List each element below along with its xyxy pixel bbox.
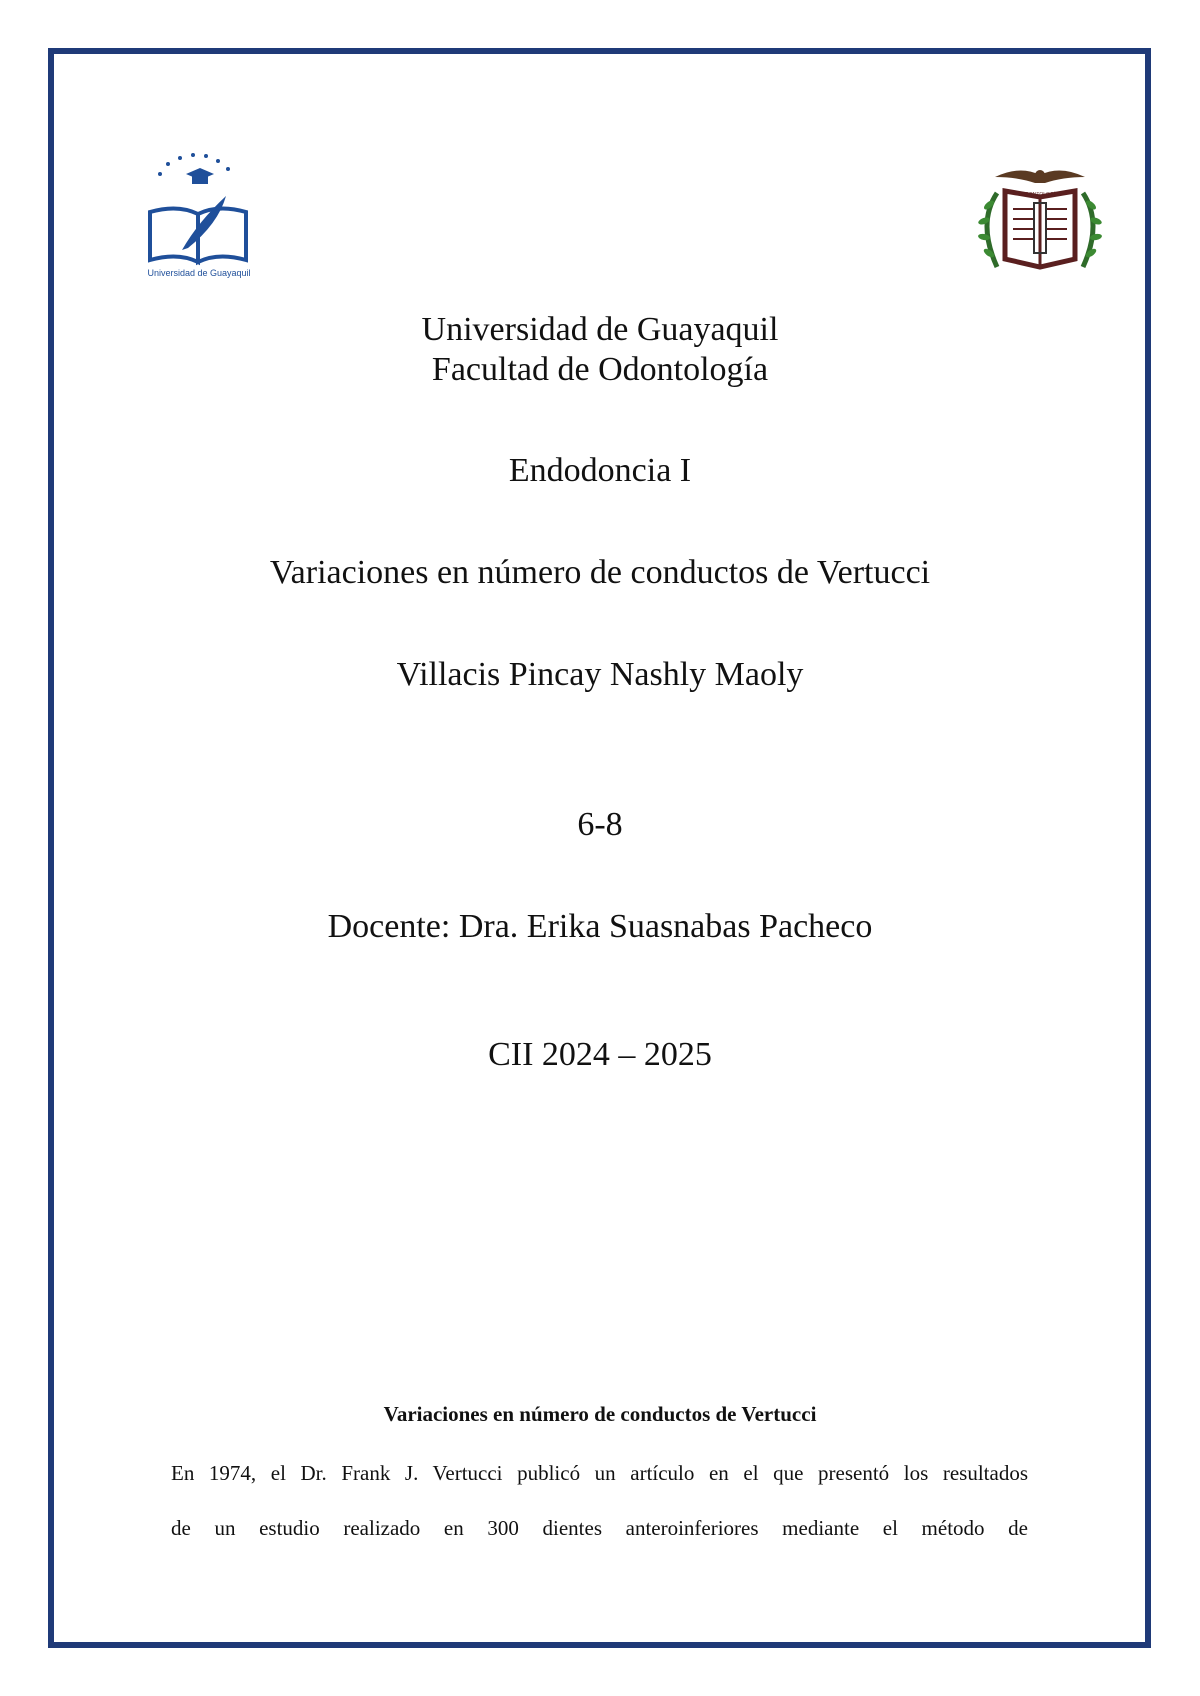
student-name: Villacis Pincay Nashly Maoly (396, 656, 804, 693)
paragraph-line: En 1974, el Dr. Frank J. Vertucci publicó un artículo en el que presentó los resultados (171, 1461, 1028, 1485)
topic-title: Variaciones en número de conductos de Vertucci (269, 554, 931, 591)
university-book-cap-icon (138, 152, 260, 268)
university-logo-caption: Universidad de Guayaquil (147, 268, 251, 278)
university-logo (138, 152, 260, 282)
seal-text: ODONTOLOGÍA (1021, 192, 1059, 198)
academic-period: CII 2024 – 2025 (488, 1036, 712, 1073)
teacher-name: Docente: Dra. Erika Suasnabas Pacheco (327, 908, 873, 945)
paragraph-line: de un estudio realizado en 300 dientes anteroinferiores mediante el método de (171, 1516, 1028, 1540)
university-name: Universidad de Guayaquil (421, 311, 779, 348)
faculty-seal-logo (975, 163, 1105, 283)
group-number: 6-8 (577, 806, 623, 843)
faculty-name: Facultad de Odontología (431, 351, 769, 388)
section-title: Variaciones en número de conductos de Vertucci (383, 1402, 817, 1426)
faculty-seal-icon (975, 163, 1105, 283)
course-name: Endodoncia I (508, 452, 692, 489)
